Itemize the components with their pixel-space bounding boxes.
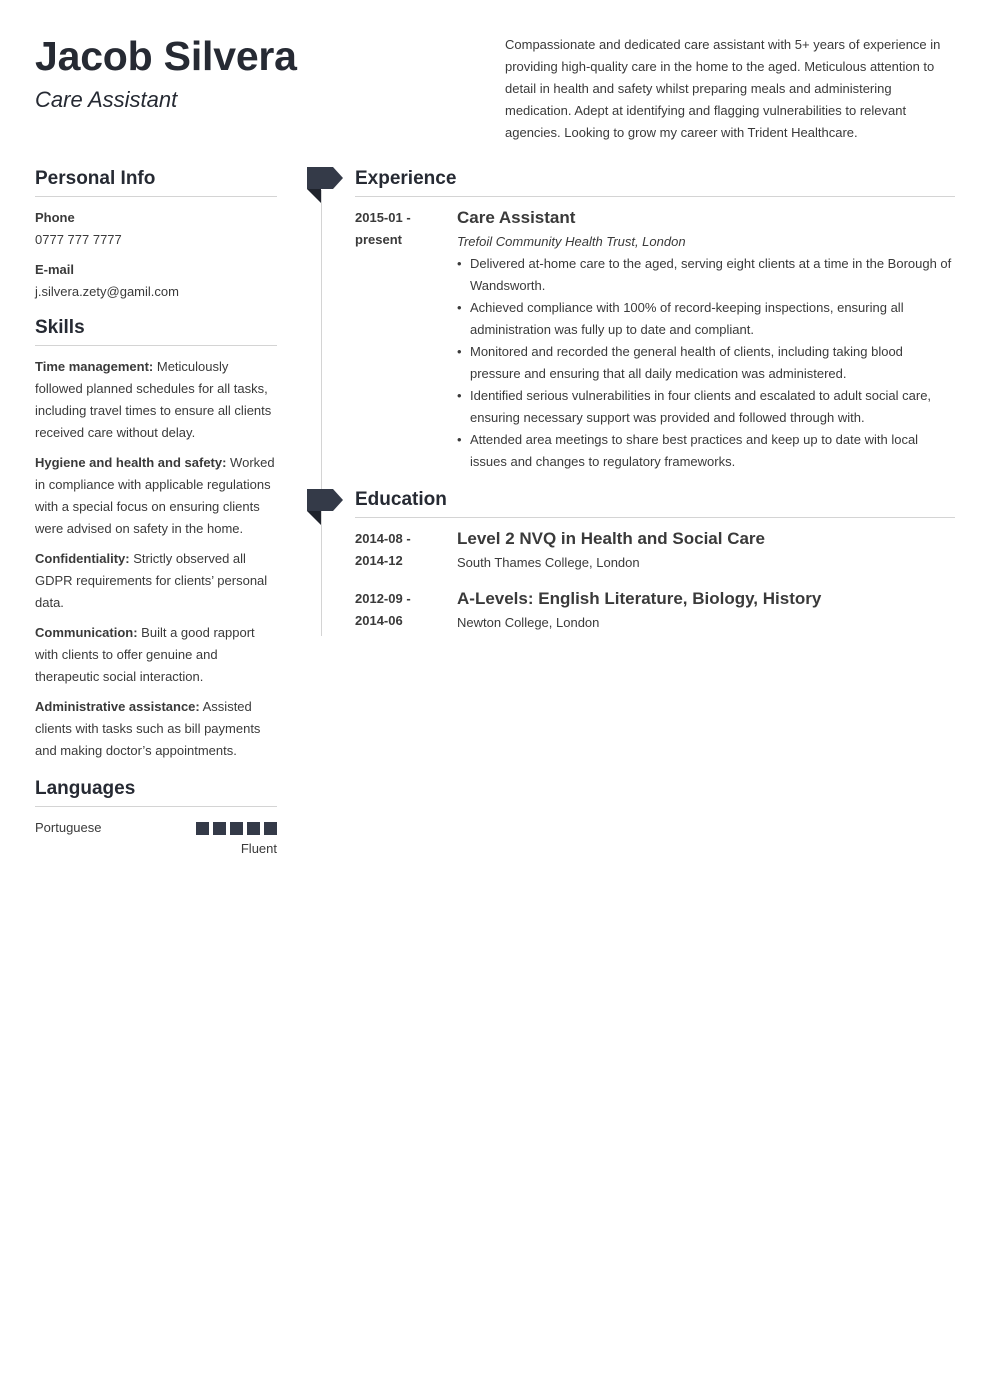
education-entry [355, 528, 955, 574]
section-heading: Languages [35, 776, 277, 807]
entry-body [457, 528, 955, 574]
skill-name: Hygiene and health and safety: [35, 455, 227, 470]
section-heading: Education [355, 487, 955, 518]
entry-body [457, 207, 955, 473]
list-item: • Achieved compliance with 100% of record-keeping inspections, ensuring all administration was fully up to date and compliant. [457, 297, 955, 341]
right-column [355, 166, 955, 634]
email-label: E-mail [35, 262, 75, 277]
phone-label: Phone [35, 210, 75, 225]
list-item: • Identified serious vulnerabilities in four clients and escalated to adult social care, ensuring necessary support was provided and followed through with. [457, 385, 955, 429]
rating-square-icon [213, 822, 226, 835]
resume-header [35, 32, 475, 114]
date-end: present [355, 232, 402, 247]
experience-entry [355, 207, 955, 473]
left-column [35, 166, 277, 871]
skill-name: Communication: [35, 625, 138, 640]
employer: Trefoil Community Health Trust, London [457, 234, 686, 249]
personal-info-section [35, 166, 277, 303]
skill-description: Strictly observed all GDPR requirements for clients’ personal data. [35, 551, 268, 610]
entry-dates [355, 588, 457, 634]
skill-name: Time management: [35, 359, 154, 374]
entry-body [457, 588, 955, 634]
institution: South Thames College, London [457, 555, 640, 570]
language-name: Portuguese [35, 820, 102, 835]
section-heading: Experience [355, 166, 955, 197]
degree-title: Level 2 NVQ in Health and Social Care [457, 529, 765, 548]
institution: Newton College, London [457, 615, 600, 630]
section-heading: Skills [35, 315, 277, 346]
rating-square-icon [247, 822, 260, 835]
date-start: 2015-01 - [355, 210, 411, 225]
date-end: 2014-12 [355, 553, 403, 568]
skill-name: Administrative assistance: [35, 699, 200, 714]
skills-section [35, 315, 277, 762]
skill-description: Worked in compliance with applicable regulations with a special focus on ensuring clients were advised on safety in the home. [35, 455, 275, 536]
list-item: • Monitored and recorded the general health of clients, including taking blood pressure and ensuring that all daily medication was administered. [457, 341, 955, 385]
section-flag-icon [307, 167, 344, 204]
education-section [355, 487, 955, 634]
languages-section [35, 776, 277, 859]
candidate-title: Care Assistant [35, 87, 178, 112]
list-item: • Attended area meetings to share best practices and keep up to date with local issues and changes to regulatory frameworks. [457, 429, 955, 473]
skill-item [35, 452, 277, 540]
section-heading: Personal Info [35, 166, 277, 197]
timeline-line [321, 190, 322, 636]
degree-title: A-Levels: English Literature, Biology, History [457, 589, 822, 608]
responsibilities-list [457, 253, 955, 473]
profile-summary: Compassionate and dedicated care assistant with 5+ years of experience in providing high-quality care in the home to the aged. Meticulous attention to detail in health and safety whilst preparing meals and administering medication. Adept at identifying and flagging vulnerabilities to relevant agencies. Looking to grow my career with Trident Healthcare. [505, 37, 941, 140]
rating-square-icon [230, 822, 243, 835]
language-item [35, 817, 277, 839]
skill-description: Assisted clients with tasks such as bill payments and making doctor’s appointments. [35, 699, 261, 758]
education-entry [355, 588, 955, 634]
date-end: 2014-06 [355, 613, 403, 628]
skill-item [35, 356, 277, 444]
list-item: • Delivered at-home care to the aged, serving eight clients at a time in the Borough of Wandsworth. [457, 253, 955, 297]
skill-name: Confidentiality: [35, 551, 130, 566]
skill-description: Meticulously followed planned schedules for all tasks, including travel times to ensure all clients received care without delay. [35, 359, 272, 440]
skill-description: Built a good rapport with clients to offer genuine and therapeutic social interaction. [35, 625, 255, 684]
rating-square-icon [196, 822, 209, 835]
rating-square-icon [264, 822, 277, 835]
skill-item [35, 696, 277, 762]
section-flag-icon [307, 489, 344, 526]
entry-dates [355, 528, 457, 574]
language-rating [196, 822, 277, 835]
entry-dates [355, 207, 457, 473]
email-value: j.silvera.zety@gamil.com [35, 284, 179, 299]
skill-item [35, 548, 277, 614]
language-level: Fluent [240, 841, 277, 856]
candidate-name: Jacob Silvera [35, 33, 297, 79]
date-start: 2012-09 - [355, 591, 411, 606]
date-start: 2014-08 - [355, 531, 411, 546]
job-title: Care Assistant [457, 208, 576, 227]
phone-value: 0777 777 7777 [35, 232, 122, 247]
experience-section [355, 166, 955, 473]
skill-item [35, 622, 277, 688]
